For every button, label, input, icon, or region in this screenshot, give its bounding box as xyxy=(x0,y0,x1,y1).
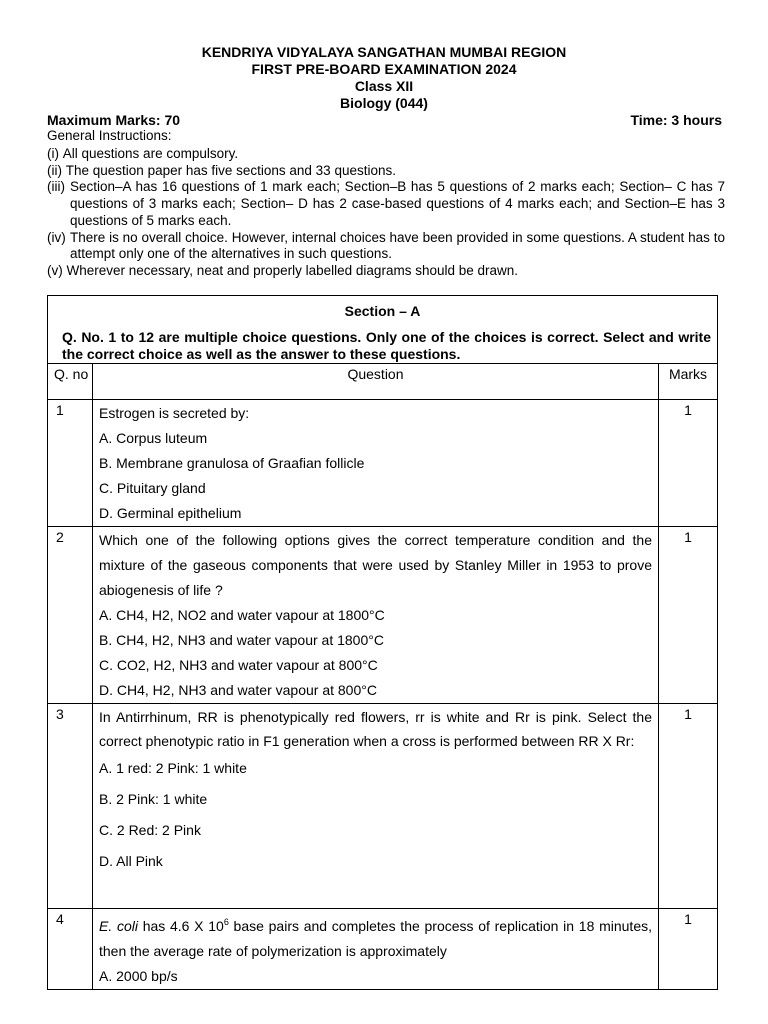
table-header-row xyxy=(48,363,718,399)
table-row xyxy=(48,908,718,989)
instruction-item xyxy=(47,263,725,280)
instructions-label: General Instructions: xyxy=(47,128,172,143)
instruction-text: There is no overall choice. However, internal choices have been provided in some questions. A student has to attempt only one of the alternatives in such questions. xyxy=(70,229,725,262)
marks-value: 1 xyxy=(659,908,718,989)
question-number: 2 xyxy=(48,526,93,703)
instruction-text: The question paper has five sections and 33 questions. xyxy=(65,162,396,178)
question-text: In Antirrhinum, RR is phenotypically red flowers, rr is white and Rr is pink. Select the correct phenotypic ratio in F1 generation when a cross is performed between RR X Rr: xyxy=(99,708,652,749)
class-label: Class XII xyxy=(354,78,414,94)
instruction-text: All questions are compulsory. xyxy=(62,146,239,161)
table-row xyxy=(48,399,718,526)
instruction-item xyxy=(47,230,725,263)
section-title: Section – A xyxy=(48,296,718,324)
instruction-item xyxy=(47,163,725,180)
option: C. 2 Red: 2 Pink xyxy=(99,821,201,838)
marks-value: 1 xyxy=(659,526,718,703)
exam-meta xyxy=(47,112,722,128)
questions-table xyxy=(47,295,718,990)
column-header-marks: Marks xyxy=(659,363,718,399)
option: B. 2 Pink: 1 white xyxy=(99,790,208,807)
instruction-item xyxy=(47,179,725,229)
question-cell xyxy=(93,526,659,703)
column-header-qno: Q. no xyxy=(48,363,93,399)
instruction-text: Section–A has 16 questions of 1 mark each; Section–B has 5 questions of 2 marks each; Section– C has 7 questions of 3 marks each; Section– D has 2 case-based questions of 4 marks each; and Section–E has 3 questions of 5 marks each. xyxy=(70,179,725,228)
question-cell xyxy=(93,399,659,526)
marks-value: 1 xyxy=(659,399,718,526)
subject-label: Biology (044) xyxy=(340,95,428,111)
question-text-part: base pairs and completes the process of replication in 18 minutes, then the average rate of polymerization is approximately xyxy=(99,917,652,959)
instruction-number: (iv) xyxy=(47,229,66,245)
option: D. All Pink xyxy=(99,852,163,869)
instruction-number: (ii) xyxy=(47,162,62,178)
option: A. 2000 bp/s xyxy=(99,967,178,984)
time-allowed: Time: 3 hours xyxy=(630,112,722,128)
section-instruction: Q. No. 1 to 12 are multiple choice questions. Only one of the choices is correct. Select and write the correct choice as well as the answer to these questions. xyxy=(48,324,718,364)
option: D. Germinal epithelium xyxy=(99,504,242,521)
table-row xyxy=(48,703,718,908)
exam-title: FIRST PRE-BOARD EXAMINATION 2024 xyxy=(251,61,517,77)
question-number: 4 xyxy=(48,908,93,989)
question-text: Estrogen is secreted by: xyxy=(99,404,250,421)
question-number: 1 xyxy=(48,399,93,526)
exponent: 6 xyxy=(223,916,229,927)
option: B. Membrane granulosa of Graafian follicle xyxy=(99,454,365,471)
org-title: KENDRIYA VIDYALAYA SANGATHAN MUMBAI REGION xyxy=(201,44,567,60)
option: C. Pituitary gland xyxy=(99,479,206,496)
column-header-question: Question xyxy=(93,363,659,399)
option: B. CH4, H2, NH3 and water vapour at 1800°C xyxy=(99,631,384,648)
question-number: 3 xyxy=(48,703,93,908)
instruction-text: Wherever necessary, neat and properly labelled diagrams should be drawn. xyxy=(66,262,519,278)
question-cell xyxy=(93,908,659,989)
organism-name: E. coli xyxy=(99,917,138,934)
question-text: Which one of the following options gives the correct temperature condition and the mixture of the gaseous components that were used by Stanley Miller in 1953 to prove abiogenesis of life ? xyxy=(99,531,652,598)
marks-value: 1 xyxy=(659,703,718,908)
table-row xyxy=(48,526,718,703)
option: A. CH4, H2, NO2 and water vapour at 1800°C xyxy=(99,606,385,623)
question-text-part: has 4.6 X 10 xyxy=(137,917,224,934)
question-cell xyxy=(93,703,659,908)
max-marks: Maximum Marks: 70 xyxy=(47,112,181,128)
question-text xyxy=(99,910,652,964)
instruction-item xyxy=(47,146,725,163)
option: A. 1 red: 2 Pink: 1 white xyxy=(99,759,247,776)
instruction-number: (iii) xyxy=(47,179,65,195)
option: C. CO2, H2, NH3 and water vapour at 800°C xyxy=(99,656,378,673)
instructions-list xyxy=(47,146,725,280)
option: D. CH4, H2, NH3 and water vapour at 800°C xyxy=(99,681,377,698)
option: A. Corpus luteum xyxy=(99,429,208,446)
instruction-number: (v) xyxy=(47,262,63,278)
instruction-number: (i) xyxy=(47,146,59,161)
